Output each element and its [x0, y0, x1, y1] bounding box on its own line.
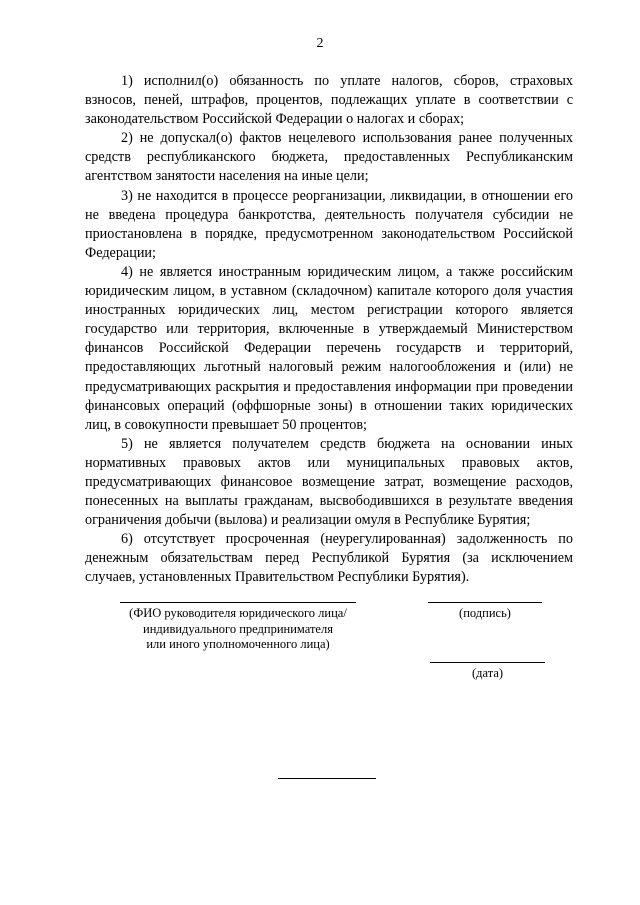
paragraph-6: 6) отсутствует просроченная (неурегулированная) задолженность по денежным обязательствам перед Республикой Бурятия (за исключением случаев, установленных Правительством Республики Бурятия).: [85, 531, 573, 586]
page-number: 2: [316, 36, 324, 51]
paragraph-2: 2) не допускал(о) фактов нецелевого использования ранее полученных средств республиканского бюджета, предоставленных Республиканским агентством занятости населения на иные цели;: [85, 130, 573, 185]
signature-caption: (подпись): [459, 606, 511, 620]
date-caption: (дата): [471, 666, 504, 680]
fio-caption: (ФИО руководителя юридического лица/ индивидуального предпринимателя или иного уполномоченного лица): [129, 606, 347, 651]
paragraph-3: 3) не находится в процессе реорганизации, ликвидации, в отношении его не введена процедура банкротства, деятельность получателя субсидии не приостановлена в порядке, предусмотренном законодательством Российской Федерации;: [85, 187, 573, 261]
document-body: [85, 72, 573, 588]
paragraph-4: 4) не является иностранным юридическим лицом, а также российским юридическим лицом, в уставном (складочном) капитале которого доля участия иностранных юридических лиц, местом регистрации которого является государство или территория, включенные в утверждаемый Министерством финансов Российской Федерации перечень государств и территорий, предоставляющих льготный налоговый режим налогообложения и (или) не предусматривающих раскрытия и предоставления информации при проведении финансовых операций (оффшорные зоны) в отношении таких юридических лиц, в совокупности превышает 50 процентов;: [85, 263, 573, 433]
closing-divider: [278, 778, 376, 779]
paragraph-1: 1) исполнил(о) обязанность по уплате налогов, сборов, страховых взносов, пеней, штрафов, процентов, подлежащих уплате в соответствии с законодательством Российской Федерации о налогах и сборах;: [85, 73, 573, 128]
signature-line: [428, 602, 542, 603]
paragraph-5: 5) не является получателем средств бюджета на основании иных нормативных правовых актов или муниципальных правовых актов, предусматривающих финансовое возмещение затрат, возмещение расходов, понесенных на выплаты гражданам, высвободившихся в результате введения ограничения добычи (вылова) и реализации омуля в Республике Бурятия;: [85, 435, 573, 529]
fio-signature-line: [120, 602, 356, 603]
date-line: [430, 662, 545, 663]
